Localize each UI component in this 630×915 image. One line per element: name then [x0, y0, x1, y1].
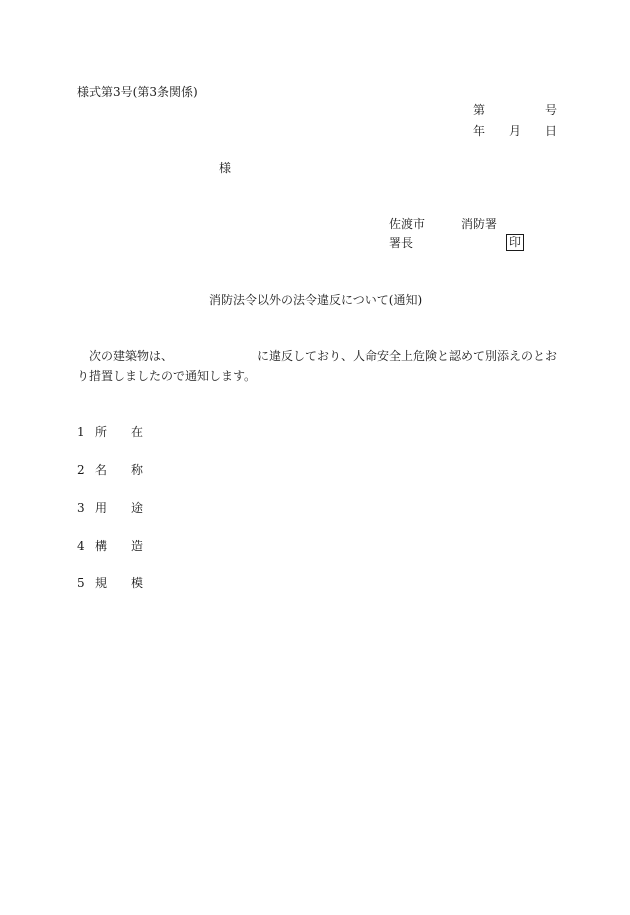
body-text-line1-end: に違反しており、人命安全上危険と認めて別添えのとお: [257, 349, 558, 363]
item-number: 1: [77, 425, 85, 439]
item-label-char: 模: [131, 576, 144, 590]
body-text-line2: り措置しましたので通知します。: [77, 369, 257, 383]
addressee-honorific: 様: [219, 161, 232, 175]
sender-title: 署長: [389, 236, 414, 250]
item-number: 3: [77, 501, 85, 515]
sender-city: 佐渡市: [389, 217, 426, 231]
date-day-label: 日: [545, 124, 558, 138]
item-number: 4: [77, 539, 85, 553]
item-label-char: 規: [95, 576, 108, 590]
document-number-label: 第: [473, 103, 486, 117]
form-identifier: 様式第3号(第3条関係): [77, 85, 198, 99]
item-label-char: 称: [131, 463, 144, 477]
sender-department: 消防署: [461, 217, 498, 231]
item-label-char: 途: [131, 501, 144, 515]
item-label-char: 所: [95, 425, 108, 439]
body-text-line1-start: 次の建築物は、: [89, 349, 174, 363]
item-label-char: 構: [95, 539, 108, 553]
item-label-char: 名: [95, 463, 108, 477]
document-number-suffix: 号: [545, 103, 558, 117]
item-number: 2: [77, 463, 85, 477]
item-label-char: 在: [131, 425, 144, 439]
item-label-char: 造: [131, 539, 144, 553]
date-year-label: 年: [473, 124, 486, 138]
item-label-char: 用: [95, 501, 108, 515]
item-number: 5: [77, 576, 85, 590]
document-title: 消防法令以外の法令違反について(通知): [209, 293, 423, 307]
seal-mark: 印: [506, 234, 524, 251]
date-month-label: 月: [509, 124, 522, 138]
